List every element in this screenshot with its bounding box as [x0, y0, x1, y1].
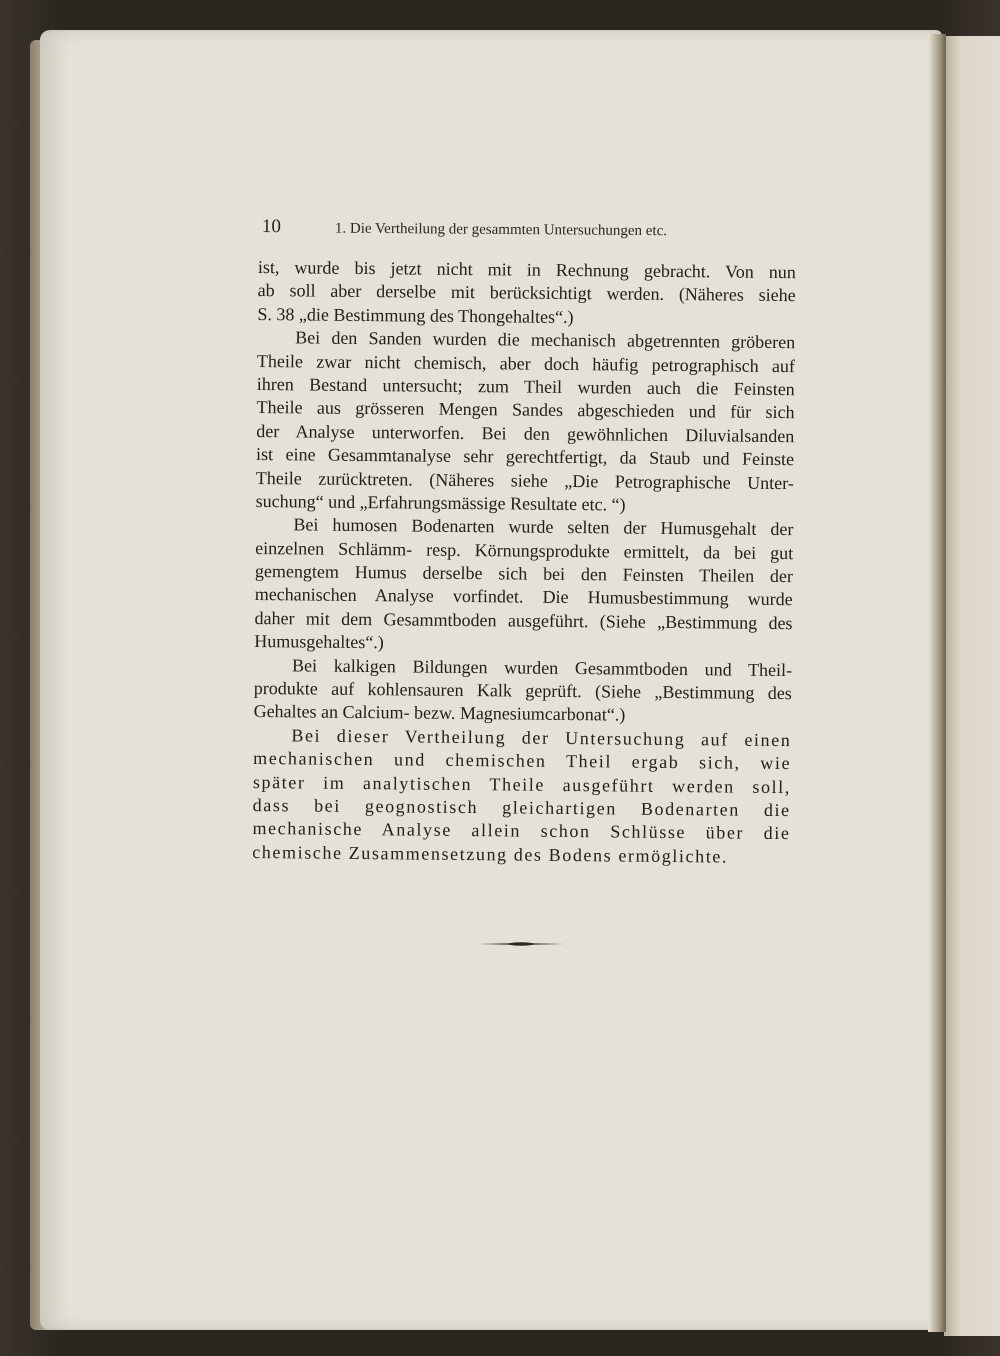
end-ornament	[478, 940, 564, 948]
text-line: der Analyse unterworfen. Bei den gewöhnlichen Diluvialsanden	[256, 420, 795, 446]
running-header	[262, 216, 732, 242]
text-line: Theile aus grösseren Mengen Sandes abgeschieden und für sich	[256, 397, 795, 423]
running-title: 1. Die Vertheilung der gesammten Untersuchungen etc.	[334, 220, 668, 240]
text-line: mechanische Analyse allein schon Schlüsse über die	[252, 818, 791, 844]
paragraph	[254, 654, 793, 729]
text-line: mechanischen Analyse vorfindet. Die Humusbestimmung wurde	[254, 584, 793, 610]
text-line: später im analytischen Theile ausgeführt werden soll,	[252, 771, 792, 797]
text-line: mechanischen und chemischen Theil ergab sich, wie	[253, 748, 792, 774]
text-line: Gehaltes an Calcium- bezw. Magnesiumcarbonat“.)	[253, 701, 626, 725]
text-line: daher mit dem Gesammtboden ausgeführt. (Siehe „Bestimmung des	[254, 607, 793, 634]
text-line: einzelnen Schlämm- resp. Körnungsprodukte ermittelt, da bei gut	[255, 537, 794, 563]
text-line: S. 38 „die Bestimmung des Thongehaltes“.)	[257, 303, 574, 327]
text-line: Bei kalkigen Bildungen wurden Gesammtboden und Theil-	[291, 654, 793, 680]
text-line: produkte auf kohlensauren Kalk geprüft. (Siehe „Bestimmung des	[253, 678, 792, 704]
text-line: gemengtem Humus derselbe sich bei den Feinsten Theilen der	[254, 561, 794, 587]
text-line: Bei dieser Vertheilung der Untersuchung auf einen	[291, 725, 792, 750]
text-line: Theile zurücktreten. (Näheres siehe „Die Petrographische Unter-	[255, 467, 794, 493]
text-line: chemische Zusammensetzung des Bodens ermöglichte.	[252, 841, 729, 867]
book-gutter	[928, 34, 946, 1332]
text-line: Bei den Sanden wurden die mechanisch abgetrennten gröberen	[295, 327, 796, 353]
paragraph	[252, 724, 791, 870]
text-line: Theile zwar nicht chemisch, aber doch häufig petrographisch auf	[256, 350, 796, 376]
body-text	[252, 256, 796, 869]
paragraph	[256, 326, 796, 518]
text-line: ab soll aber derselbe mit berücksichtigt werden. (Näheres siehe	[257, 280, 796, 306]
text-line: ist eine Gesammtanalyse sehr gerechtfertigt, da Staub und Feinste	[256, 444, 795, 470]
text-line: Humusgehaltes“.)	[254, 631, 384, 653]
text-line: ist, wurde bis jetzt nicht mit in Rechnung gebracht. Von nun	[257, 256, 796, 283]
text-line: Bei humosen Bodenarten wurde selten der Humusgehalt der	[293, 514, 794, 540]
paragraph	[257, 256, 796, 331]
text-line: suchung“ und „Erfahrungsmässige Resultate etc. “)	[255, 490, 626, 515]
text-line: ihren Bestand untersucht; zum Theil wurden auch die Feinsten	[256, 373, 795, 400]
text-line: dass bei geognostisch gleichartigen Bodenarten die	[252, 794, 791, 821]
facing-page-edge	[944, 36, 1000, 1336]
paragraph	[254, 513, 793, 659]
page-number: 10	[261, 216, 281, 238]
